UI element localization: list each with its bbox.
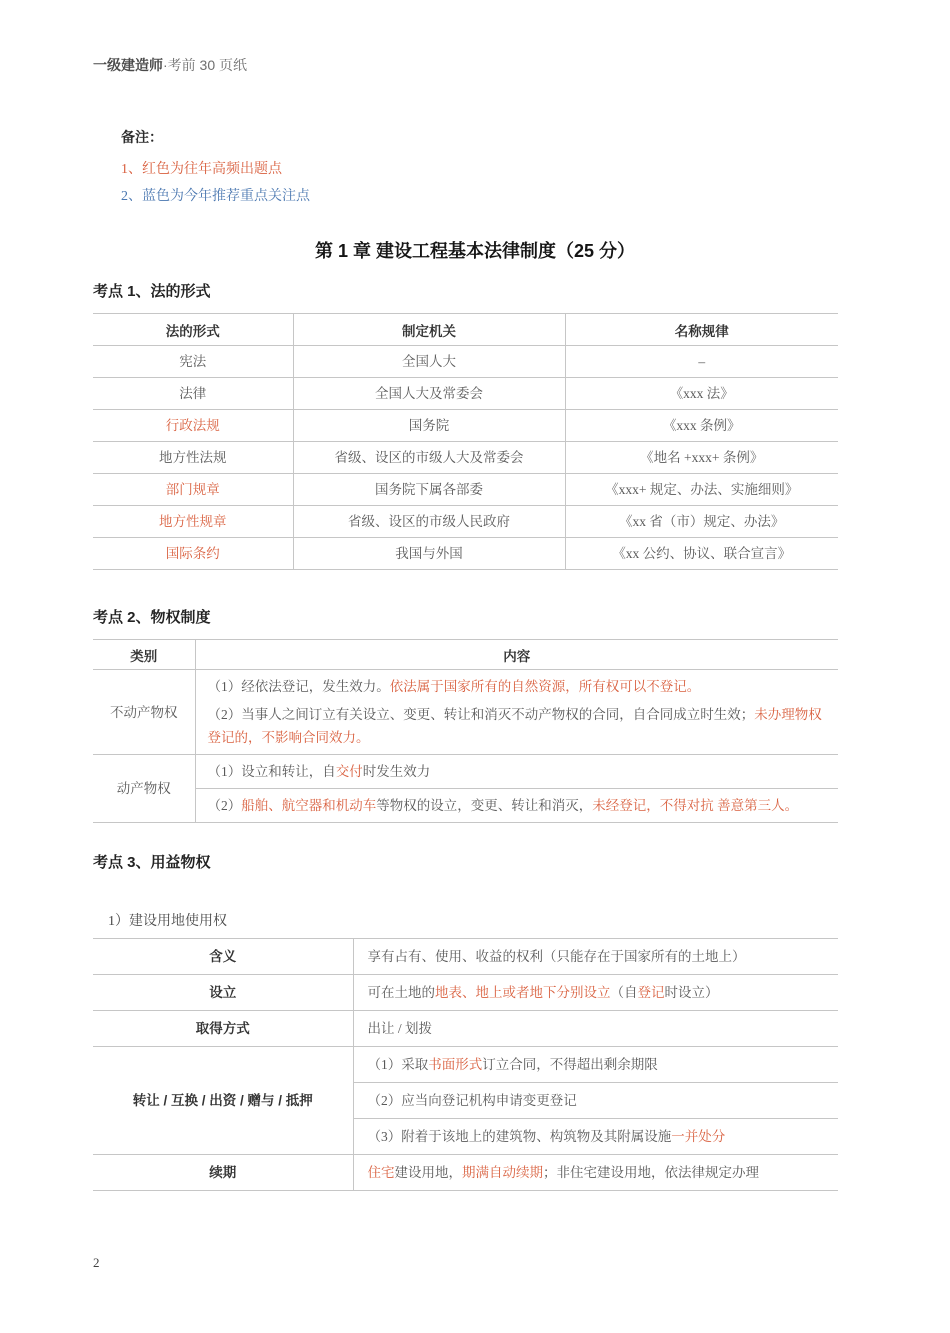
highlight-text-red: 地表、地上或者地下分别设立 <box>435 985 611 1000</box>
table-cell <box>293 474 565 506</box>
text-segment: 宪法 <box>179 354 207 369</box>
table-cell <box>93 442 293 474</box>
cell-line <box>368 1089 825 1112</box>
highlight-text-red: 部门规章 <box>165 482 220 497</box>
table-cell <box>93 538 293 570</box>
highlight-text-red: 书面形式 <box>428 1057 483 1072</box>
cell-line <box>302 446 557 469</box>
highlight-text-red: 国际条约 <box>165 546 220 561</box>
cell-line <box>97 1017 349 1040</box>
highlight-text-red: 住宅 <box>367 1165 395 1180</box>
usufruct-subheading: 1）建设用地使用权 <box>108 914 227 929</box>
table-cell <box>293 346 565 378</box>
text-segment: 全国人大 <box>402 354 456 369</box>
section-heading-law-forms: 考点 1、法的形式 <box>93 283 211 300</box>
doc-header <box>93 55 247 75</box>
text-segment: 省级、设区的市级人民政府 <box>348 514 510 529</box>
text-segment: （自 <box>610 985 638 1000</box>
table-cell <box>565 378 838 410</box>
cell-line <box>368 1161 825 1184</box>
text-segment: 国务院 <box>408 418 450 433</box>
column-header: 类别 <box>93 640 195 670</box>
page-number: 2 <box>93 1255 100 1270</box>
text-segment: 订立合同，不得超出剩余期限 <box>482 1057 658 1072</box>
table-cell <box>293 410 565 442</box>
cell-line <box>302 350 557 373</box>
text-segment: 《xxx 条例》 <box>662 418 741 433</box>
cell-line <box>97 1089 349 1112</box>
table-cell <box>565 346 838 378</box>
cell-line <box>574 382 831 405</box>
table-cell <box>565 506 838 538</box>
row-label <box>93 975 353 1011</box>
table-cell <box>565 442 838 474</box>
text-segment: 含义 <box>209 949 237 964</box>
table-row <box>93 789 838 823</box>
column-header: 内容 <box>195 640 838 670</box>
cell-line <box>302 510 557 533</box>
text-segment: 《xx 公约、协议、联合宣言》 <box>612 546 792 561</box>
text-segment: 全国人大及常委会 <box>375 386 483 401</box>
cell-line <box>574 414 831 437</box>
table-header-row <box>93 640 838 670</box>
text-segment: ；非住宅建设用地，依法律规定办理 <box>543 1165 759 1180</box>
text-segment: （2） <box>207 798 242 813</box>
text-segment: 动产物权 <box>116 781 171 796</box>
table-cell <box>293 378 565 410</box>
text-segment: 时设立） <box>664 985 719 1000</box>
cell-line <box>368 945 825 968</box>
table-row <box>93 1155 838 1191</box>
highlight-text-red: 船舶、航空器和机动车 <box>241 798 377 813</box>
text-segment: 我国与外国 <box>395 546 463 561</box>
table-row <box>93 346 838 378</box>
cell-line <box>574 478 831 501</box>
table-cell <box>565 410 838 442</box>
row-label <box>93 1011 353 1047</box>
section-heading-usufruct: 考点 3、用益物权 <box>93 854 211 871</box>
text-segment: 《xxx+ 规定、办法、实施细则》 <box>605 482 799 497</box>
table-cell <box>353 975 838 1011</box>
cell-line <box>101 382 285 405</box>
text-segment: 设立 <box>209 985 237 1000</box>
text-segment: 可在土地的 <box>367 985 435 1000</box>
text-segment: 享有占有、使用、收益的权利（只能存在于国家所有的土地上） <box>367 949 746 964</box>
table-cell <box>353 939 838 975</box>
table-cell <box>293 442 565 474</box>
table-cell <box>195 789 838 823</box>
highlight-text-red: 期满自动续期 <box>462 1165 543 1180</box>
cell-line <box>101 542 285 565</box>
cell-line <box>208 760 827 783</box>
row-label <box>93 755 195 823</box>
row-label <box>93 1047 353 1155</box>
cell-line <box>302 542 557 565</box>
table-row <box>93 1011 838 1047</box>
cell-line <box>368 981 825 1004</box>
table-cell <box>353 1119 838 1155</box>
table-header-row <box>93 314 838 346</box>
text-segment: （2）应当向登记机构申请变更登记 <box>367 1093 577 1108</box>
cell-line <box>208 675 827 698</box>
text-segment: 《xx 省（市）规定、办法》 <box>619 514 785 529</box>
text-segment: 建设用地， <box>394 1165 462 1180</box>
table-cell <box>93 474 293 506</box>
cell-line <box>302 478 557 501</box>
cell-line <box>574 350 831 373</box>
cell-line <box>95 777 193 800</box>
law-forms-table <box>93 313 838 570</box>
table-row <box>93 975 838 1011</box>
text-segment: 时发生效力 <box>362 764 431 779</box>
table-cell <box>195 755 838 789</box>
highlight-text-red: 交付 <box>335 764 363 779</box>
cell-line <box>95 701 193 724</box>
row-label <box>93 1155 353 1191</box>
text-segment: （1）采取 <box>367 1057 429 1072</box>
text-segment: – <box>698 354 706 369</box>
column-header: 法的形式 <box>93 314 293 346</box>
notes-block <box>121 127 310 210</box>
table-row <box>93 410 838 442</box>
table-cell <box>195 670 838 755</box>
column-header: 制定机关 <box>293 314 565 346</box>
table-cell <box>353 1083 838 1119</box>
text-segment: （3）附着于该地上的建筑物、构筑物及其附属设施 <box>367 1129 672 1144</box>
text-segment: 《xxx 法》 <box>669 386 734 401</box>
text-segment: 出让 / 划拨 <box>367 1021 433 1036</box>
cell-line <box>101 350 285 373</box>
highlight-text-red: 未办理物权登记的，不影响合同效力。 <box>207 707 822 745</box>
column-header: 名称规律 <box>565 314 838 346</box>
text-segment: 取得方式 <box>195 1021 250 1036</box>
text-segment: 续期 <box>209 1165 237 1180</box>
table-cell <box>293 506 565 538</box>
highlight-text-red: 未经登记，不得对抗 善意第三人。 <box>592 798 799 813</box>
cell-line <box>101 478 285 501</box>
note-item-blue: 2、蓝色为今年推荐重点关注点 <box>121 189 310 204</box>
table-row <box>93 755 838 789</box>
text-segment: （1）经依法登记，发生效力。 <box>207 679 390 694</box>
table-cell <box>93 410 293 442</box>
cell-line <box>101 446 285 469</box>
text-segment: （2）当事人之间订立有关设立、变更、转让和消灭不动产物权的合同，自合同成立时生效； <box>207 707 755 722</box>
table-row <box>93 670 838 755</box>
table-cell <box>353 1011 838 1047</box>
table-row <box>93 939 838 975</box>
text-segment: 转让 / 互换 / 出资 / 赠与 / 抵押 <box>132 1093 313 1108</box>
table-cell <box>353 1047 838 1083</box>
highlight-text-red: 一并处分 <box>671 1129 726 1144</box>
table-row <box>93 442 838 474</box>
table-row <box>93 474 838 506</box>
cell-line <box>97 945 349 968</box>
table-cell <box>353 1155 838 1191</box>
text-segment: 省级、设区的市级人大及常委会 <box>334 450 524 465</box>
cell-line <box>368 1017 825 1040</box>
highlight-text-red: 登记 <box>637 985 665 1000</box>
text-segment: 不动产物权 <box>110 704 178 720</box>
table-cell <box>93 506 293 538</box>
table-row <box>93 538 838 570</box>
cell-line <box>101 510 285 533</box>
table-cell <box>293 538 565 570</box>
row-label <box>93 939 353 975</box>
cell-line <box>208 794 827 817</box>
land-use-right-table <box>93 938 838 1191</box>
cell-line <box>208 703 827 749</box>
cell-line <box>368 1125 825 1148</box>
table-cell <box>93 346 293 378</box>
table-cell <box>93 378 293 410</box>
chapter-title: 第 1 章 建设工程基本法律制度（25 分） <box>314 241 636 261</box>
text-segment: 国务院下属各部委 <box>375 482 483 497</box>
text-segment: （1）设立和转让，自 <box>207 764 336 779</box>
cell-line <box>574 510 831 533</box>
highlight-text-red: 依法属于国家所有的自然资源，所有权可以不登记。 <box>389 679 701 694</box>
table-row <box>93 506 838 538</box>
table-cell <box>565 474 838 506</box>
cell-line <box>101 414 285 437</box>
cell-line <box>368 1053 825 1076</box>
property-rights-table <box>93 639 838 823</box>
table-cell <box>565 538 838 570</box>
highlight-text-red: 地方性规章 <box>159 514 227 529</box>
doc-subtitle: ·考前 30 页纸 <box>163 57 248 73</box>
notes-title: 备注： <box>121 129 163 145</box>
cell-line <box>302 414 557 437</box>
cell-line <box>97 1161 349 1184</box>
text-segment: 《地名 +xxx+ 条例》 <box>640 450 764 465</box>
cell-line <box>574 542 831 565</box>
row-label <box>93 670 195 755</box>
text-segment: 地方性法规 <box>159 450 227 465</box>
table-row <box>93 378 838 410</box>
cell-line <box>574 446 831 469</box>
cell-line <box>97 981 349 1004</box>
text-segment: 法律 <box>179 386 207 401</box>
text-segment: 等物权的设立，变更、转让和消灭， <box>376 798 593 813</box>
section-heading-property-rights: 考点 2、物权制度 <box>93 609 211 626</box>
table-row <box>93 1047 838 1083</box>
highlight-text-red: 行政法规 <box>165 418 220 433</box>
note-item-red: 1、红色为往年高频出题点 <box>121 162 282 177</box>
cell-line <box>302 382 557 405</box>
doc-brand: 一级建造师 <box>93 57 163 73</box>
